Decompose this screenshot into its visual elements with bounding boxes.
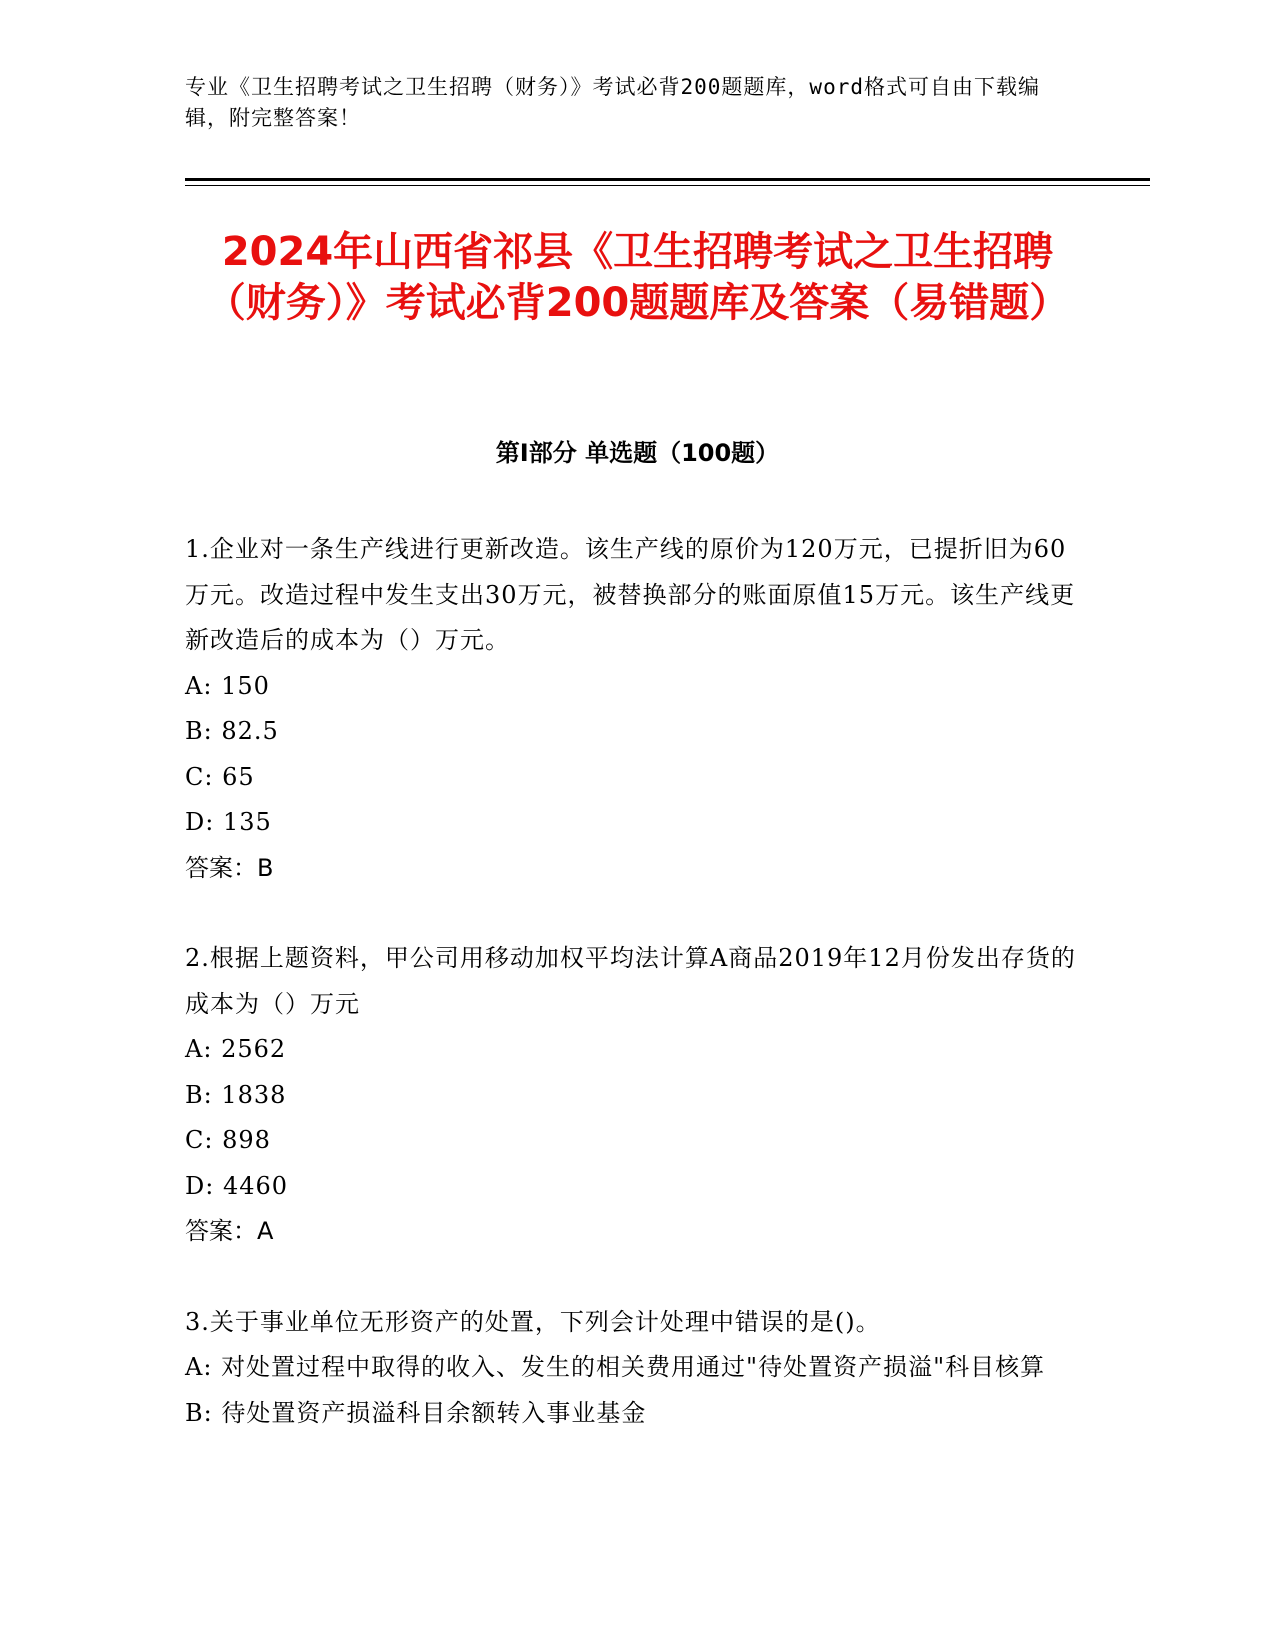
option-text: 82.5	[221, 717, 279, 745]
option-c	[185, 755, 1090, 801]
option-key: A:	[185, 671, 213, 700]
option-key: A:	[185, 1353, 213, 1381]
answer-line: 答案：B	[185, 853, 274, 882]
option-key: B:	[185, 1398, 213, 1427]
option-b	[185, 1073, 1090, 1119]
option-key: B:	[185, 1080, 213, 1109]
option-d	[185, 800, 1090, 846]
option-text: 2562	[221, 1035, 287, 1063]
question-1	[185, 527, 1090, 891]
document-title: 2024年山西省祁县《卫生招聘考试之卫生招聘（财务）》考试必背200题题库及答案（易错题）	[205, 229, 1070, 326]
document-intro: 专业《卫生招聘考试之卫生招聘（财务）》考试必背200题题库，word格式可自由下载编辑，附完整答案！	[185, 75, 1040, 130]
option-text: 待处置资产损溢科目余额转入事业基金	[221, 1398, 647, 1427]
question-list	[185, 527, 1090, 1481]
option-a	[185, 1027, 1090, 1073]
question-3	[185, 1300, 1090, 1437]
option-key: C:	[185, 1126, 214, 1154]
question-2	[185, 936, 1090, 1255]
answer-line: 答案：A	[185, 1217, 274, 1245]
section-heading: 第I部分 单选题（100题）	[495, 439, 780, 467]
option-b	[185, 709, 1090, 755]
option-text: 65	[222, 762, 255, 791]
option-key: D:	[185, 808, 215, 836]
option-text: 898	[222, 1126, 271, 1154]
option-text: 对处置过程中取得的收入、发生的相关费用通过"待处置资产损溢"科目核算	[221, 1353, 1046, 1381]
option-d	[185, 1164, 1090, 1210]
option-text: 150	[221, 671, 270, 700]
question-stem: 2.根据上题资料，甲公司用移动加权平均法计算A商品2019年12月份发出存货的成本为（）万元	[185, 944, 1076, 1018]
question-stem: 1.企业对一条生产线进行更新改造。该生产线的原价为120万元，已提折旧为60万元。改造过程中发生支出30万元，被替换部分的账面原值15万元。该生产线更新改造后的成本为（）万元。	[185, 535, 1076, 654]
option-text: 4460	[222, 1171, 289, 1200]
option-b	[185, 1391, 1090, 1437]
header-divider-thin	[185, 185, 1150, 186]
option-key: C:	[185, 762, 214, 791]
option-key: A:	[185, 1035, 213, 1063]
option-key: D:	[185, 1171, 215, 1200]
question-stem: 3.关于事业单位无形资产的处置，下列会计处理中错误的是()。	[185, 1307, 881, 1336]
option-text: 135	[222, 808, 272, 836]
option-text: 1838	[221, 1080, 287, 1109]
option-c	[185, 1118, 1090, 1164]
option-a	[185, 664, 1090, 710]
option-a	[185, 1345, 1090, 1391]
header-divider-thick	[185, 178, 1150, 181]
option-key: B:	[185, 717, 213, 745]
